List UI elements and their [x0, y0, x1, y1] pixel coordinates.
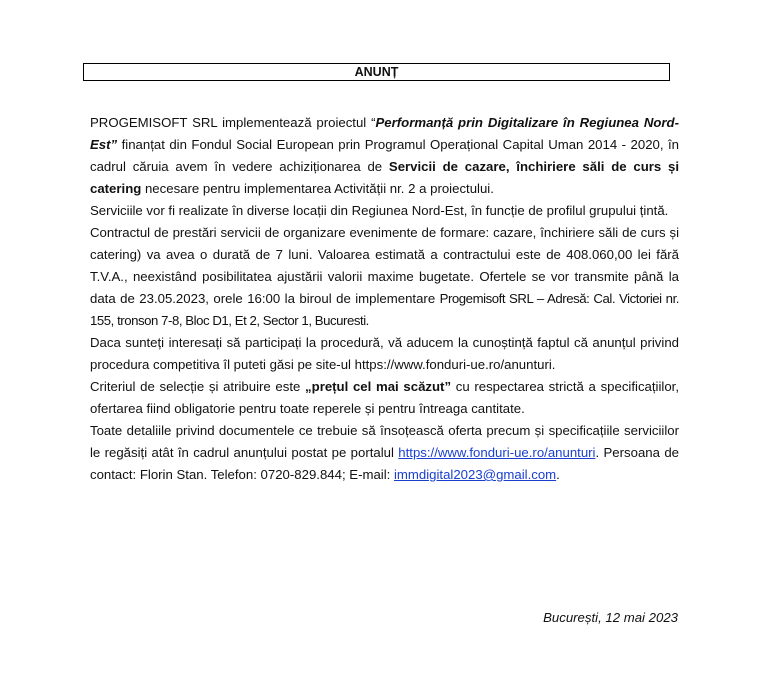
- p1-text-2: finanțat din Fondul Social European prin Programul Operațional Capital Uman 2014 - 2020, în cadrul căruia avem în vedere achiziționarea de: [90, 137, 679, 174]
- portal-link[interactable]: https://www.fonduri-ue.ro/anunturi: [398, 445, 596, 460]
- email-link[interactable]: immdigital2023@gmail.com: [393, 467, 557, 482]
- paragraph-procedure: Daca sunteți interesați să participați la procedură, vă aducem la cunoștință faptul că anunțul privind procedura competitiva îl puteti găsi pe site-ul https://www.fonduri-ue.ro/anunturi.: [90, 335, 679, 372]
- p6-text-3: .: [556, 467, 560, 482]
- p3-text-1: Contractul de prestări servicii de organizare evenimente de formare: cazare, închiriere săli de curs și catering) va avea o durată de 7 luni. Valoarea estimată a contractului este de 408.060,00 lei fără T.V.A., neexistând posibilitatea ajustării valorii maxime bugetate. Ofertele se vor transmite până la data de 23.05.2023, orele 16:00 la biroul de implementare: [90, 225, 679, 306]
- paragraph-locations: Serviciile vor fi realizate în diverse locații din Regiunea Nord-Est, în funcție de profilul grupului țintă.: [90, 203, 669, 218]
- p1-text-3: necesare pentru implementarea Activității nr. 2 a proiectului.: [141, 181, 494, 196]
- paragraph-details: [90, 420, 679, 486]
- p5-text-2: cu respectarea strictă a specificațiilor, ofertarea fiind obligatorie pentru toate reperele și pentru întreaga cantitate.: [90, 379, 679, 416]
- services-name: Servicii de cazare, închiriere săli de curs și catering: [90, 159, 680, 196]
- selection-criterion: „prețul cel mai scăzut”: [305, 379, 452, 394]
- paragraph-criterion: [90, 376, 679, 420]
- project-name: Performanță prin Digitalizare în Regiunea Nord-Est”: [90, 115, 679, 152]
- p6-text-1: Toate detaliile privind documentele ce trebuie să însoțească oferta precum și specificațiile serviciilor le regăsiți atât în cadrul anunțului postat pe portalul: [90, 423, 679, 460]
- place-date-signature: București, 12 mai 2023: [543, 610, 678, 625]
- p1-text-1: PROGEMISOFT SRL implementează proiectul “: [90, 115, 376, 130]
- announcement-title: ANUNȚ: [83, 63, 670, 81]
- p6-text-2: . Persoana de contact: Florin Stan. Telefon: 0720-829.844; E-mail:: [90, 445, 679, 482]
- p5-text-1: Criteriul de selecție și atribuire este: [90, 379, 306, 394]
- paragraph-contract: [90, 222, 679, 332]
- announcement-body: [90, 112, 679, 486]
- paragraph-project: [90, 112, 679, 200]
- p3-address: Progemisoft SRL – Adresă: Cal. Victoriei nr. 155, tronson 7-8, Bloc D1, Et 2, Sector 1, Bucuresti.: [90, 291, 679, 328]
